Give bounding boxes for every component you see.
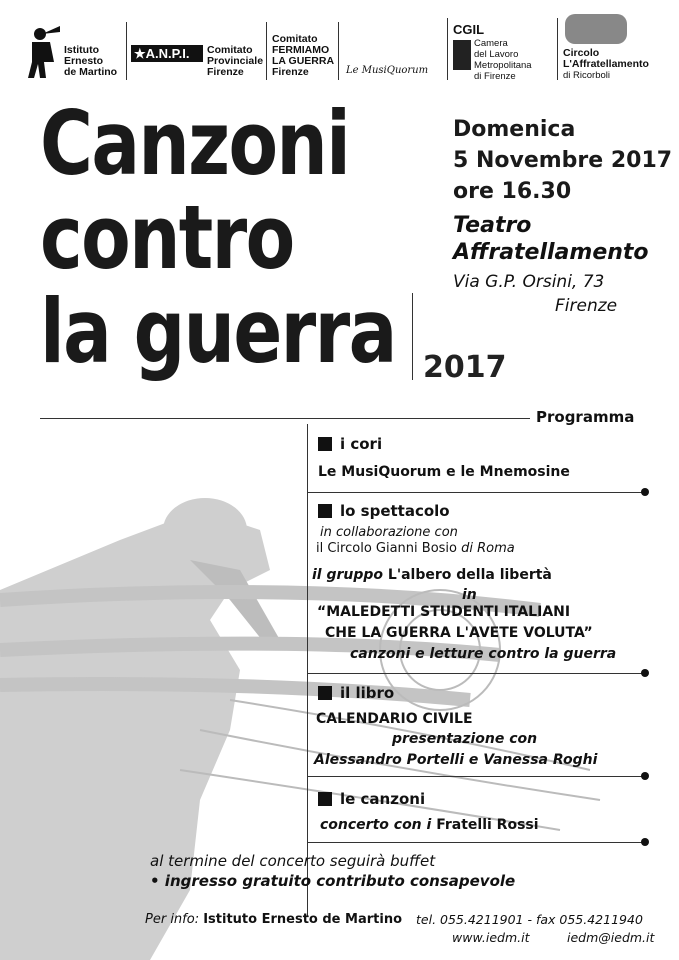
logo-separator <box>338 22 339 80</box>
rule-end-dot <box>641 488 649 496</box>
libro-authors: Alessandro Portelli e Vanessa Roghi <box>314 752 598 768</box>
logo-fermiamo-text: Comitato FERMIAMO LA GUERRA Firenze <box>272 33 335 78</box>
cori-text: Le MusiQuorum e le Mnemosine <box>318 464 570 480</box>
section-rule <box>307 776 645 777</box>
spettacolo-collab-2: il Circolo Gianni Bosio di Roma <box>316 541 515 556</box>
square-bullet-icon <box>318 504 332 518</box>
title-line-1: Canzoni <box>40 92 350 195</box>
square-bullet-icon <box>318 686 332 700</box>
logo-separator <box>447 18 448 80</box>
note-buffet: al termine del concerto seguirà buffet <box>150 852 436 870</box>
title-line-3: la guerra <box>40 280 396 383</box>
rule-end-dot <box>641 838 649 846</box>
logo-cgil-text: Camera del Lavoro Metropolitana di Firenze <box>474 38 532 82</box>
logo-circolo-text: Circolo L'Affratellamento di Ricorboli <box>563 47 649 81</box>
trumpeter-icon <box>20 22 62 80</box>
spettacolo-show-2: CHE LA GUERRA L'AVETE VOLUTA” <box>325 625 593 641</box>
logo-separator <box>126 22 127 80</box>
logo-musiquorum: Le MusiQuorum <box>346 65 429 76</box>
section-canzoni-title: le canzoni <box>318 790 425 808</box>
square-bullet-icon <box>318 792 332 806</box>
square-bullet-icon <box>318 437 332 451</box>
spettacolo-collab-1: in collaborazione con <box>320 525 458 540</box>
anpi-badge: ★A.N.P.I. <box>131 45 203 62</box>
logo-separator <box>266 22 267 80</box>
footer-info: Per info: Istituto Ernesto de Martino <box>145 912 403 927</box>
libro-book: CALENDARIO CIVILE <box>316 711 473 727</box>
rule-end-dot <box>641 772 649 780</box>
spettacolo-show-3: canzoni e letture contro la guerra <box>350 646 617 662</box>
canzoni-concert: concerto con i Fratelli Rossi <box>320 817 539 833</box>
section-cori-title: i cori <box>318 435 382 453</box>
spettacolo-show-1: “MALEDETTI STUDENTI ITALIANI <box>317 604 571 620</box>
logo-anpi-text: Comitato Provinciale Firenze <box>207 44 264 78</box>
event-day: Domenica <box>453 117 576 142</box>
footer-email[interactable]: iedm@iedm.it <box>567 930 655 945</box>
event-time: ore 16.30 <box>453 179 572 204</box>
section-rule <box>307 842 645 843</box>
libro-presented: presentazione con <box>392 731 538 747</box>
section-rule <box>307 492 645 493</box>
spettacolo-in: in <box>462 587 477 603</box>
handshake-icon <box>565 14 627 44</box>
program-heading: Programma <box>536 408 635 426</box>
event-venue-2: Affratellamento <box>453 240 649 265</box>
event-city: Firenze <box>555 296 618 316</box>
event-date: 5 Novembre 2017 <box>453 148 673 173</box>
logo-cgil: CGIL <box>453 22 484 70</box>
note-entry: • ingresso gratuito contributo consapevole <box>150 872 516 890</box>
title-line-2: contro <box>40 186 294 289</box>
section-spettacolo-title: lo spettacolo <box>318 502 450 520</box>
event-address: Via G.P. Orsini, 73 <box>453 272 605 292</box>
footer-web[interactable]: www.iedm.it <box>452 930 530 945</box>
logo-separator <box>557 18 558 80</box>
title-separator <box>412 293 413 380</box>
event-venue-1: Teatro <box>453 213 532 238</box>
program-header-rule <box>40 418 530 419</box>
florence-lily-icon <box>453 40 471 70</box>
footer-phones: tel. 055.4211901 - fax 055.4211940 <box>416 912 643 927</box>
title-year: 2017 <box>423 350 507 385</box>
section-libro-title: il libro <box>318 684 394 702</box>
spettacolo-group: il gruppo L'albero della libertà <box>312 567 552 583</box>
logo-anpi <box>131 45 203 62</box>
logo-iedm <box>20 22 62 84</box>
section-rule <box>307 673 645 674</box>
rule-end-dot <box>641 669 649 677</box>
logo-iedm-text: Istituto Ernesto de Martino <box>64 44 118 78</box>
